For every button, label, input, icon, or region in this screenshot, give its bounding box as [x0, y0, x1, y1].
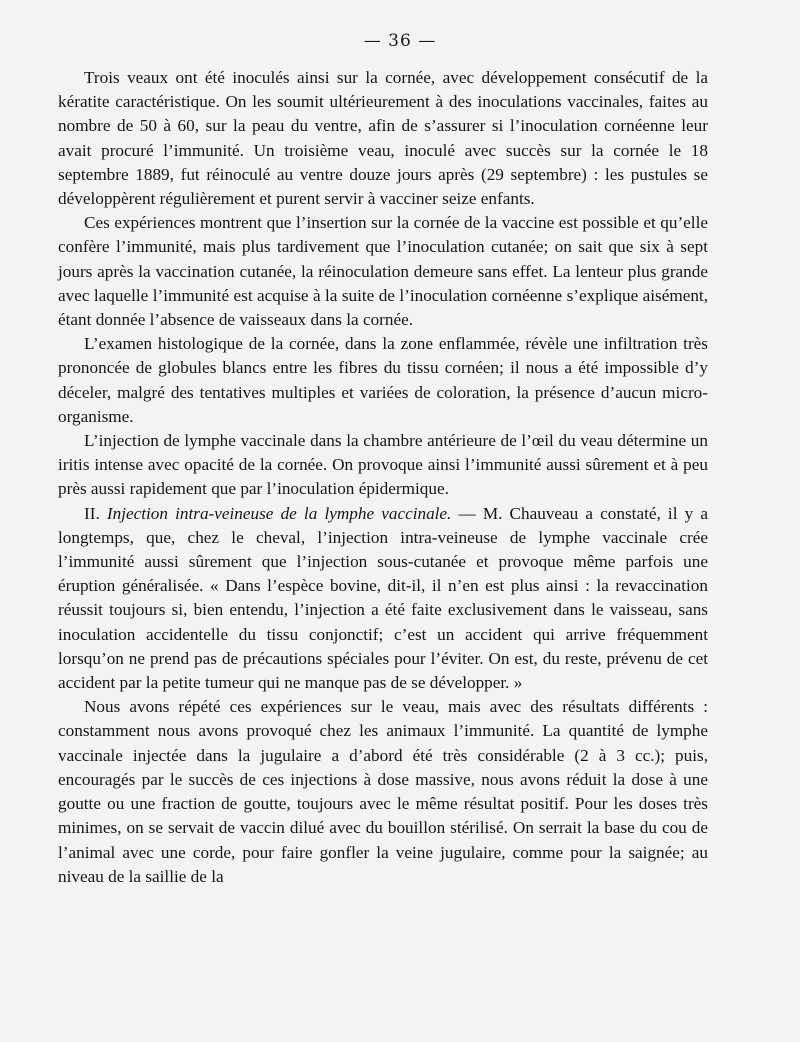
section-heading: Injection intra-veineuse de la lymphe vaccinale. [106, 503, 452, 523]
section-number: II. [84, 503, 107, 523]
body-text [58, 66, 708, 889]
paragraph-5 [58, 502, 708, 696]
paragraph-6: Nous avons répété ces expériences sur le veau, mais avec des résultats différents : constamment nous avons provoqué chez les animaux l’immunité. La quantité de lymphe vaccinale injectée dans la jugulaire a d’abord été très considérable (2 à 3 cc.); puis, encouragés par le succès de ces injections à dose massive, nous avons réduit la dose à une goutte ou une fraction de goutte, toujours avec le même résultat positif. Pour les doses très minimes, on se servait de vaccin dilué avec du bouillon stérilisé. On serrait la base du cou de l’animal avec une corde, pour faire gonfler la veine jugulaire, comme pour la saignée; au niveau de la saillie de la [58, 697, 708, 886]
paragraph-4: L’injection de lymphe vaccinale dans la chambre antérieure de l’œil du veau détermine un iritis intense avec opacité de la cornée. On provoque ainsi l’immunité aussi sûrement et à peu près aussi rapidement que par l’inoculation épidermique. [58, 431, 708, 499]
page-number: — 36 — [363, 31, 437, 51]
paragraph-2: Ces expériences montrent que l’insertion sur la cornée de la vaccine est possible et qu’elle confère l’immunité, mais plus tardivement que l’inoculation cutanée; on sait que six à sept jours après la vaccination cutanée, la réinoculation demeure sans effet. La lenteur plus grande avec laquelle l’immunité est acquise à la suite de l’inoculation cornéenne s’explique aisément, étant donnée l’absence de vaisseaux dans la cornée. [58, 213, 708, 330]
paragraph-1: Trois veaux ont été inoculés ainsi sur la cornée, avec développement consécutif de la kératite caractéristique. On les soumit ultérieurement à des inoculations vaccinales, faites au nombre de 50 à 60, sur la peau du ventre, afin de s’assurer si l’inoculation cornéenne leur avait procuré l’immunité. Un troisième veau, inoculé avec succès sur la cornée le 18 septembre 1889, fut réinoculé au ventre douze jours après (29 septembre) : les pustules se développèrent régulièrement et purent servir à vacciner seize enfants. [58, 68, 708, 209]
paragraph-5-text: — M. Chauveau a constaté, il y a longtemps, que, chez le cheval, l’injection intra-veineuse de lymphe vaccinale crée l’immunité aussi sûrement que l’injection sous-cutanée et provoque même parfois une éruption généralisée. « Dans l’espèce bovine, dit-il, il n’en est plus ainsi : la revaccination réussit toujours si, bien entendu, l’injection a été faite exclusivement dans le vaisseau, sans inoculation accidentelle du tissu conjonctif; c’est un accident qui arrive fréquemment lorsqu’on ne prend pas de précautions spéciales pour l’éviter. On est, du reste, prévenu de cet accident par la petite tumeur qui ne manque pas de se développer. » [58, 503, 708, 693]
paragraph-3: L’examen histologique de la cornée, dans la zone enflammée, révèle une infiltration très prononcée de globules blancs entre les fibres du tissu cornéen; il nous a été impossible d’y déceler, malgré des tentatives multiples et variées de coloration, la présence d’aucun micro-organisme. [58, 334, 708, 426]
